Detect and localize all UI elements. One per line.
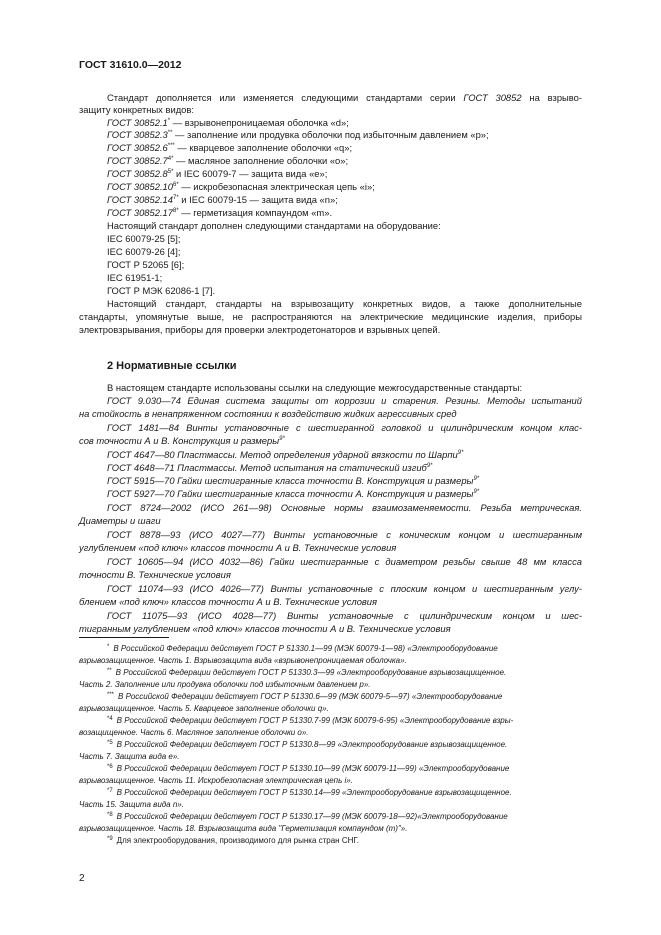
footnote: *** В Российской Федерации действует ГОСТ Р 51330.6—99 (МЭК 60079-5—97) «Электрооборудование [107,692,503,701]
equipment-item: ГОСТ Р МЭК 62086-1 [7]. [107,285,216,296]
reference-line: ГОСТ 9.030—74 Единая система защиты от коррозии и старения. Резины. Методы испытаний [107,395,582,406]
footnote: $^{*9}$ Для электрооборудования, производимого для рынка стран СНГ. [107,836,359,845]
reference-line: на стойкость в ненапряженном состоянии к воздействию жидких агрессивных сред [79,408,457,419]
standard-list-item: ГОСТ 30852.3** — заполнение или продувка оболочки под избыточным давлением «р»; [107,129,489,140]
document-header: ГОСТ 31610.0—2012 [79,59,182,71]
reference-line: блением «под ключ» классов точности А и В. Технические условия [79,596,378,607]
footnote: $^{*7}$ В Российской Федерации действует ГОСТ Р 51330.14—99 «Электрооборудование взрывозащищенное. [107,788,512,797]
reference-line: ГОСТ 1481—84 Винты установочные с шестигранной головкой и цилиндрическим концом клас- [107,422,582,433]
reference-line: углублением «под ключ» классов точности А и В. Технические условия [79,542,397,553]
reference-line: Диаметры и шаги [79,515,161,526]
standard-list-item: ГОСТ 30852.1* — взрывонепроницаемая оболочка «d»; [107,117,349,128]
equipment-intro: Настоящий стандарт дополнен следующими стандартами на оборудование: [107,220,441,231]
section-heading: 2 Нормативные ссылки [107,360,237,372]
scope-paragraph-line: стандарты, упомянутые выше, не распространяются на электрические медицинские изделия, приборы [79,311,582,322]
footnote: $^{*8}$ В Российской Федерации действует ГОСТ Р 51330.17—99 (МЭК 60079-18—92)«Электрооборудование [107,812,508,821]
reference-line: ГОСТ 4648—71 Пластмассы. Метод испытания на статический изгиб$^{9*}$ [107,462,433,473]
scope-paragraph-line: электровзрывания, приборы для проверки электродетонаторов и взрывных цепей. [79,324,441,335]
footnote: $^{*5}$ В Российской Федерации действует ГОСТ Р 51330.8—99 «Электрооборудование взрывозащищенное. [107,740,508,749]
reference-line: ГОСТ 5927—70 Гайки шестигранные класса точности А. Конструкция и размеры$^{9*}$ [107,488,480,499]
standard-list-item: ГОСТ $30852.10^{6*}$ — искробезопасная электрическая цепь «i»; [107,181,375,192]
footnote: взрывозащищенное. Часть 18. Взрывозащита вида "Герметизация компаундом (m)"». [79,824,408,833]
footnote-divider [79,637,169,638]
reference-line: ГОСТ 11075—93 (ИСО 4028—77) Винты установочные с цилиндрическим концом и шес- [107,610,582,621]
standard-list-item: ГОСТ $30852.7^{4*}$ — масляное заполнение оболочки «о»; [107,155,349,166]
reference-line: ГОСТ 5915—70 Гайки шестигранные класса точности В. Конструкция и размеры$^{9*}$ [107,475,480,486]
footnote: Часть 7. Защита вида е». [79,752,180,761]
standard-list-item: ГОСТ $30852.17^{8*}$ — герметизация компаундом «m». [107,207,333,218]
standard-list-item: ГОСТ $30852.14^{7*}$ и IEC 60079-15 — защита вида «n»; [107,194,338,205]
standard-list-item: ГОСТ 30852.6*** — кварцевое заполнение оболочки «q»; [107,142,353,153]
reference-line: ГОСТ 11074—93 (ИСО 4026—77) Винты установочные с плоским концом и шестигранным углу- [107,583,582,594]
reference-line: ГОСТ 10605—94 (ИСО 4032—86) Гайки шестигранные с диаметром резьбы свыше 48 мм класса [107,556,582,567]
intro-paragraph-line: Стандарт дополняется или изменяется следующими стандартами серии ГОСТ 30852 на взрыво- [107,92,582,103]
equipment-item: IEC 61951-1; [107,272,163,283]
reference-line: точности В. Технические условия [79,569,231,580]
footnote: Часть 15. Защита вида n». [79,800,184,809]
reference-line: сов точности А и В. Конструкция и размеры$^{9*}$ [79,435,285,446]
footnote: Часть 2. Заполнение или продувка оболочки под избыточным давлением р». [79,680,371,689]
intro-paragraph-line: защиту конкретных видов: [79,104,194,115]
footnote: $^{*4}$ В Российской Федерации действует ГОСТ Р 51330.7-99 (МЭК 60079-6-95) «Электрооборудование взры- [107,716,514,725]
equipment-item: IEC 60079-25 [5]; [107,233,181,244]
footnote: взрывозащищенное. Часть 1. Взрывозащита вида «взрывонепроницаемая оболочка». [79,656,407,665]
scope-paragraph-line: Настоящий стандарт, стандарты на взрывозащиту конкретных видов, а также дополнительные [107,298,582,309]
standard-list-item: ГОСТ $30852.8^{5*}$ и IEC 60079-7 — защита вида «е»; [107,168,328,179]
reference-line: ГОСТ 4647—80 Пластмассы. Метод определения ударной вязкости по Шарпи$^{9*}$ [107,449,464,460]
equipment-item: IEC 60079-26 [4]; [107,246,181,257]
reference-line: ГОСТ 8878—93 (ИСО 4027—77) Винты установочные с коническим концом и шестигранным [107,529,582,540]
footnote: ** В Российской Федерации действует ГОСТ Р 51330.3—99 «Электрооборудование взрывозащищенное. [107,668,507,677]
footnote: $^{*6}$ В Российской Федерации действует ГОСТ Р 51330.10—99 (МЭК 60079-11—99) «Электрооборудование [107,764,510,773]
footnote: взрывозащищенное. Часть 11. Искробезопасная электрическая цепь i». [79,776,353,785]
reference-line: тигранным углублением «под ключ» классов точности А и В. Технические условия [79,623,451,634]
footnote: * В Российской Федерации действует ГОСТ Р 51330.1—99 (МЭК 60079-1—98) «Электрооборудование [107,644,498,653]
section-intro: В настоящем стандарте использованы ссылки на следующие межгосударственные стандарты: [107,382,523,393]
reference-line: ГОСТ 8724—2002 (ИСО 261—98) Основные нормы взаимозаменяемости. Резьба метрическая. [107,502,582,513]
page-number: 2 [79,873,85,884]
equipment-item: ГОСТ Р 52065 [6]; [107,259,185,270]
footnote: возащищенное. Часть 6. Масляное заполнение оболочки о». [79,728,309,737]
footnote: взрывозащищенное. Часть 5. Кварцевое заполнение оболочки q». [79,704,329,713]
